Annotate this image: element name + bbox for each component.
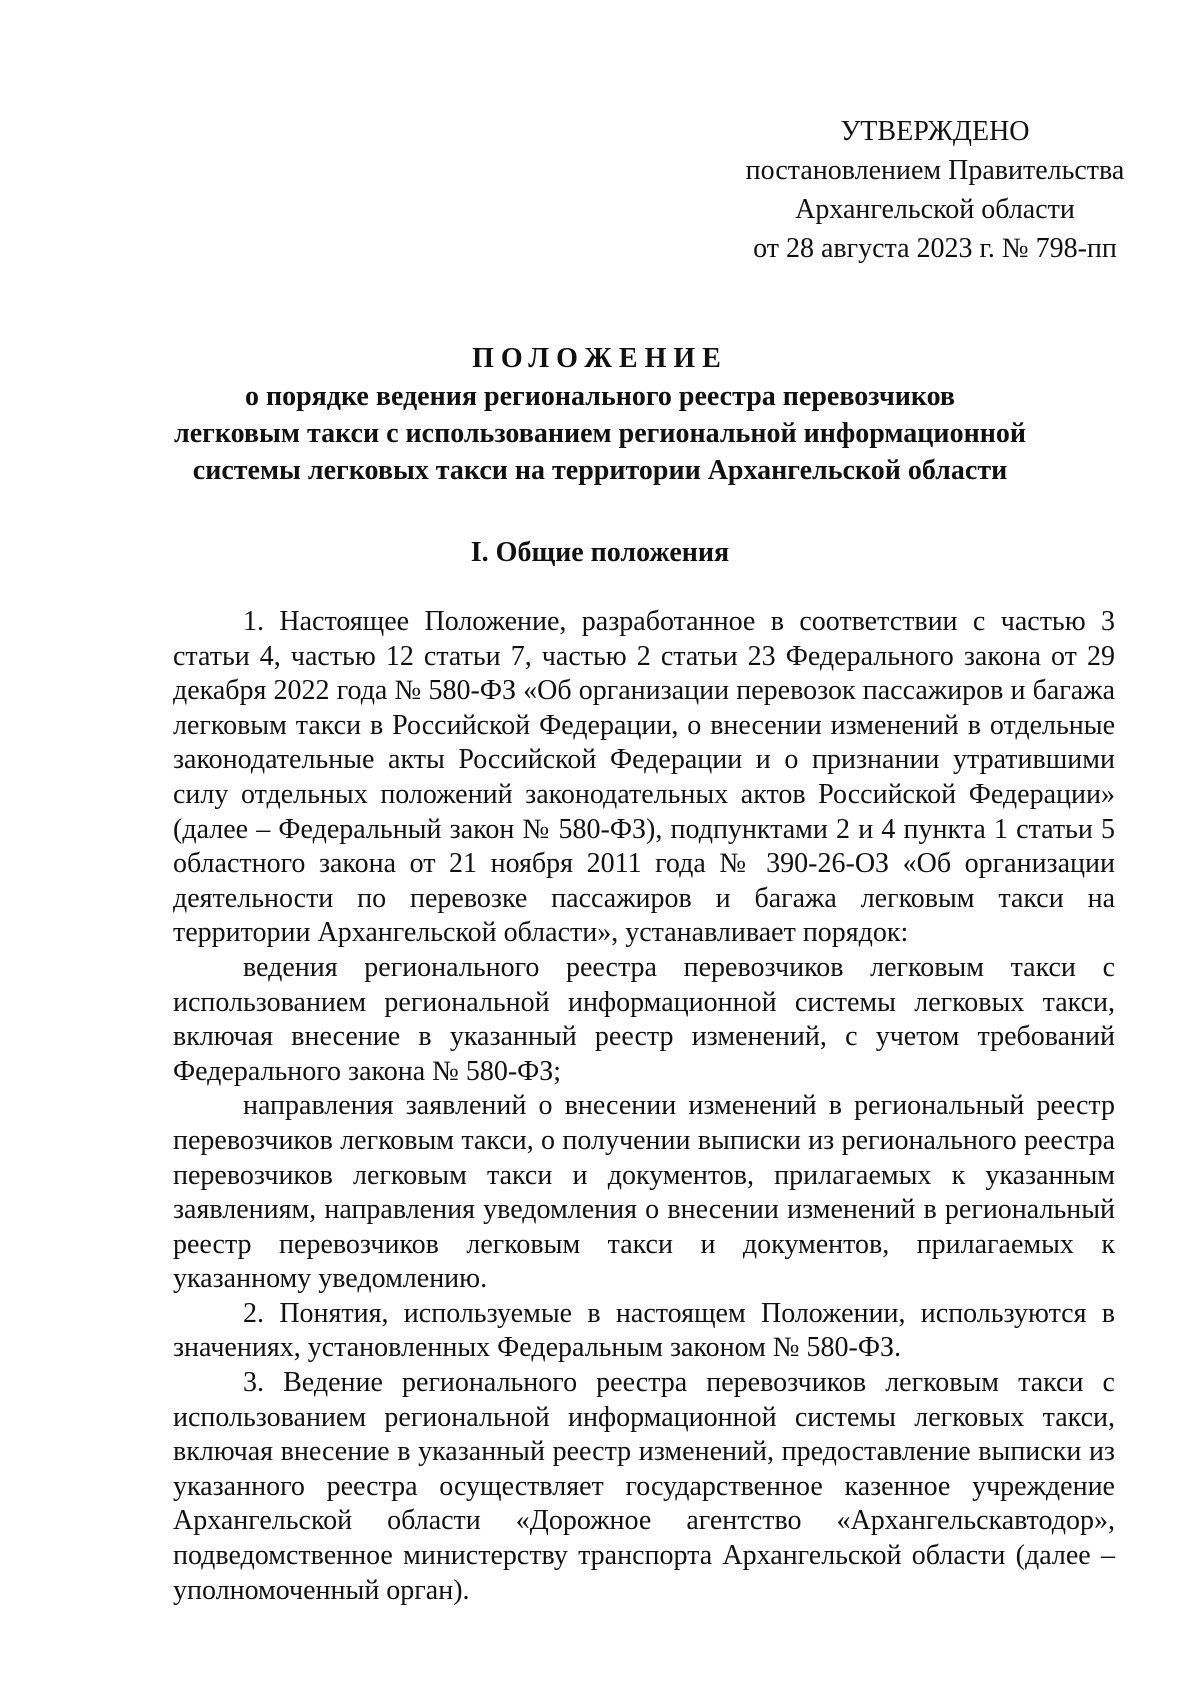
document-body bbox=[173, 605, 1115, 1608]
paragraph-4: 2. Понятия, используемые в настоящем Положении, используются в значениях, установленных Федеральным законом № 580-ФЗ. bbox=[173, 1297, 1115, 1364]
approval-date-number: от 28 августа 2023 г. № 798-пп bbox=[753, 233, 1117, 264]
document-title-line-1: о порядке ведения регионального реестра перевозчиков bbox=[244, 381, 956, 412]
paragraph-3: направления заявлений о внесении изменений в региональный реестр перевозчиков легковым такси, о получении выписки из регионального реестра перевозчиков легковым такси и документов, прилагаемых к указанным заявлениям, направления уведомления о внесении изменений в региональный реестр перевозчиков легковым такси и документов, прилагаемых к указанному уведомлению. bbox=[173, 1090, 1115, 1295]
paragraph-1: 1. Настоящее Положение, разработанное в соответствии с частью 3 статьи 4, частью 12 статьи 7, частью 2 статьи 23 Федерального закона от 29 декабря 2022 года № 580-ФЗ «Об организации перевозок пассажиров и багажа легковым такси в Российской Федерации, о внесении изменений в отдельные законодательные акты Российской Федерации и о признании утратившими силу отдельных положений законодательных актов Российской Федерации» (далее – Федеральный закон № 580-ФЗ), подпунктами 2 и 4 пункта 1 статьи 5 областного закона от 21 ноября 2011 года № 390-26-ОЗ «Об организации деятельности по перевозке пассажиров и багажа легковым такси на территории Архангельской области», устанавливает порядок: bbox=[173, 606, 1115, 949]
approval-label: УТВЕРЖДЕНО bbox=[840, 116, 1030, 147]
approval-authority: постановлением Правительства bbox=[745, 155, 1125, 186]
document-title bbox=[100, 340, 1100, 489]
document-title-line-3: системы легковых такси на территории Архангельской области bbox=[192, 455, 1008, 486]
section-heading: I. Общие положения bbox=[470, 537, 730, 568]
paragraph-5: 3. Ведение регионального реестра перевозчиков легковым такси с использованием региональной информационной системы легковых такси, включая внесение в указанный реестр изменений, предоставление выписки из указанного реестра осуществляет государственное казенное учреждение Архангельской области «Дорожное агентство «Архангельскавтодор», подведомственное министерству транспорта Архангельской области (далее – уполномоченный орган). bbox=[173, 1367, 1115, 1606]
paragraph-2: ведения регионального реестра перевозчиков легковым такси с использованием региональной информационной системы легковых такси, включая внесение в указанный реестр изменений, с учетом требований Федерального закона № 580-ФЗ; bbox=[173, 951, 1115, 1087]
approval-stamp-block bbox=[700, 112, 1170, 268]
document-title-line-2: легковым такси с использованием региональной информационной bbox=[174, 418, 1026, 449]
approval-region: Архангельской области bbox=[795, 194, 1075, 225]
document-title-heading: ПОЛОЖЕНИЕ bbox=[472, 343, 728, 374]
